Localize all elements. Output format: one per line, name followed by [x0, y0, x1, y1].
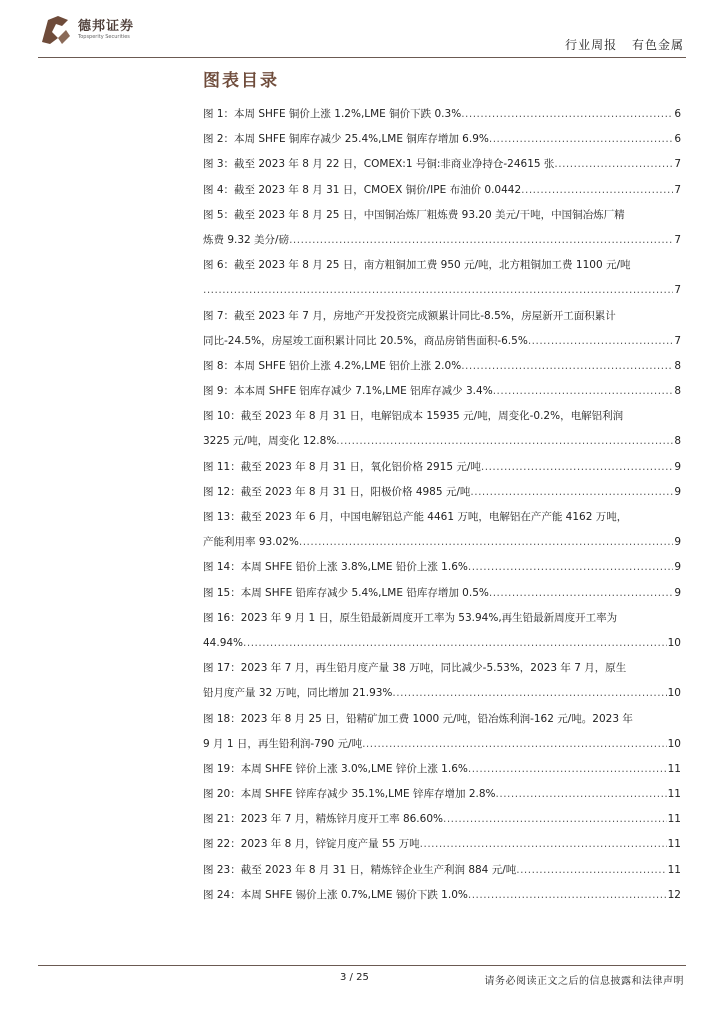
toc-entry-text: 图 5：截至 2023 年 8 月 25 日，中国铜冶炼厂粗炼费 93.20 美元/干吨，中国铜冶炼厂精: [203, 208, 625, 221]
toc-entry[interactable]: [203, 581, 681, 606]
toc-entry-text: 图 8：本周 SHFE 铝价上涨 4.2%,LME 铝价上涨 2.0%: [203, 359, 462, 372]
toc-entry[interactable]: [203, 354, 681, 379]
brand-name-en: Topsperity Securities: [78, 34, 130, 40]
toc-entry[interactable]: [203, 606, 681, 631]
report-sector: 有色金属: [631, 38, 684, 52]
toc-entry[interactable]: [203, 152, 681, 177]
toc-entry-text: 图 19：本周 SHFE 锌价上涨 3.0%,LME 锌价上涨 1.6%: [203, 762, 468, 775]
toc-leader-dots: [489, 127, 673, 152]
toc-entry-text: 图 6：截至 2023 年 8 月 25 日，南方粗铜加工费 950 元/吨，北方粗铜加工费 1100 元/吨: [203, 259, 631, 272]
toc-entry-page: 11: [667, 788, 681, 801]
toc-leader-dots: [299, 530, 673, 555]
toc-entry[interactable]: [203, 203, 681, 228]
toc-entry-text: 图 13：截至 2023 年 6 月，中国电解铝总产能 4461 万吨，电解铝在产产能 4162 万吨，: [203, 511, 628, 523]
toc-entry-page: 11: [667, 813, 681, 826]
toc-entry[interactable]: [203, 807, 681, 832]
toc-leader-dots: [468, 555, 673, 580]
toc-leader-dots: [481, 455, 673, 480]
toc-entry-page: 10: [667, 737, 681, 750]
toc-entry[interactable]: [203, 329, 681, 354]
toc-entry-page: 8: [674, 359, 681, 372]
toc-entry-page: 7: [674, 284, 681, 297]
toc-entry-page: 7: [674, 158, 681, 171]
toc-entry[interactable]: [203, 429, 681, 454]
toc-leader-dots: [336, 429, 673, 454]
toc-entry-text: 图 23：截至 2023 年 8 月 31 日，精炼锌企业生产利润 884 元/吨: [203, 863, 517, 876]
toc-leader-dots: [362, 732, 667, 757]
toc-entry-text: 图 15：本周 SHFE 铅库存减少 5.4%,LME 铅库存增加 0.5%: [203, 586, 489, 599]
report-meta: [565, 36, 684, 53]
toc-entry[interactable]: [203, 304, 681, 329]
brand-logo: [38, 12, 134, 48]
toc-leader-dots: [528, 329, 674, 354]
toc-entry[interactable]: [203, 102, 681, 127]
toc-entry[interactable]: [203, 656, 681, 681]
toc-entry-text: 图 16：2023 年 9 月 1 日，原生铅最新周度开工率为 53.94%,再生铅最新周度开工率为: [203, 611, 618, 624]
toc-leader-dots: [468, 757, 667, 782]
toc-entry-text: 图 9：本本周 SHFE 铝库存减少 7.1%,LME 铝库存减少 3.4%: [203, 385, 493, 398]
toc-entry-text: 图 18：2023 年 8 月 25 日，铅精矿加工费 1000 元/吨，铅冶炼利润-162 元/吨。2023 年: [203, 712, 633, 725]
toc-entry-text: 炼费 9.32 美分/磅: [203, 233, 290, 246]
toc-leader-dots: [521, 178, 673, 203]
toc-entry-page: 6: [674, 133, 681, 146]
toc-entry[interactable]: [203, 278, 681, 303]
toc-entry-text: 图 10：截至 2023 年 8 月 31 日，电解铝成本 15935 元/吨，周变化-0.2%，电解铝利润: [203, 410, 624, 423]
toc-entry-page: 8: [674, 385, 681, 398]
toc-entry[interactable]: [203, 530, 681, 555]
toc-entry-page: 7: [674, 183, 681, 196]
toc-leader-dots: [443, 807, 667, 832]
toc-entry-text: 图 24：本周 SHFE 锡价上涨 0.7%,LME 锡价下跌 1.0%: [203, 888, 468, 901]
toc-entry-page: 9: [674, 460, 681, 473]
toc-leader-dots: [461, 102, 673, 127]
toc-entry-page: 12: [667, 888, 681, 901]
toc-entry-page: 9: [674, 561, 681, 574]
toc-leader-dots: [493, 379, 674, 404]
toc-entry-page: 10: [667, 687, 681, 700]
toc-leader-dots: [203, 278, 673, 303]
toc-entry-text: 图 7：截至 2023 年 7 月，房地产开发投资完成额累计同比-8.5%，房屋新开工面积累计: [203, 309, 616, 322]
toc-entry-text: 图 14：本周 SHFE 铅价上涨 3.8%,LME 铅价上涨 1.6%: [203, 561, 468, 574]
toc-entry-text: 44.94%: [203, 636, 244, 649]
toc-list: [203, 102, 681, 908]
toc-entry-page: 11: [667, 762, 681, 775]
toc-entry-page: 6: [674, 108, 681, 120]
toc-entry-text: 9 月 1 日，再生铅利润-790 元/吨: [203, 737, 363, 750]
toc-entry[interactable]: [203, 127, 681, 152]
toc-leader-dots: [289, 228, 673, 253]
footer-divider: [38, 965, 686, 966]
toc-title: 图表目录: [203, 71, 279, 91]
toc-entry-page: 11: [667, 838, 681, 851]
brand-logo-icon: [38, 12, 74, 48]
toc-leader-dots: [470, 480, 673, 505]
toc-leader-dots: [392, 681, 666, 706]
footer-disclaimer: 请务必阅读正文之后的信息披露和法律声明: [484, 976, 684, 987]
toc-entry-text: 铅月度产量 32 万吨，同比增加 21.93%: [203, 687, 393, 700]
toc-entry-page: 9: [674, 485, 681, 498]
toc-entry[interactable]: [203, 631, 681, 656]
toc-leader-dots: [461, 354, 673, 379]
toc-leader-dots: [554, 152, 673, 177]
toc-leader-dots: [468, 883, 667, 908]
toc-entry[interactable]: [203, 707, 681, 732]
toc-entry-text: 图 1：本周 SHFE 铜价上涨 1.2%,LME 铜价下跌 0.3%: [203, 108, 462, 120]
toc-leader-dots: [496, 782, 667, 807]
toc-entry[interactable]: [203, 455, 681, 480]
toc-entry-page: 7: [674, 334, 681, 347]
toc-entry[interactable]: [203, 505, 681, 530]
toc-entry-text: 同比-24.5%，房屋竣工面积累计同比 20.5%，商品房销售面积-6.5%: [203, 334, 528, 347]
toc-entry-page: 8: [674, 435, 681, 448]
toc-entry[interactable]: [203, 782, 681, 807]
report-type: 行业周报: [565, 38, 618, 52]
toc-entry-page: 9: [674, 586, 681, 599]
toc-entry-text: 图 4：截至 2023 年 8 月 31 日，CMOEX 铜价/IPE 布油价 0.0442: [203, 183, 522, 196]
toc-entry-page: 7: [674, 233, 681, 246]
brand-name-cn: 德邦证券: [78, 19, 135, 34]
toc-leader-dots: [243, 631, 667, 656]
toc-entry-text: 图 3：截至 2023 年 8 月 22 日，COMEX:1 号铜:非商业净持仓-24615 张: [203, 158, 555, 171]
toc-entry-page: 9: [674, 536, 681, 549]
toc-entry[interactable]: [203, 681, 681, 706]
page-number: 3 / 25: [340, 972, 369, 983]
toc-leader-dots: [420, 832, 667, 857]
toc-entry-text: 图 12：截至 2023 年 8 月 31 日，阳极价格 4985 元/吨: [203, 485, 471, 498]
toc-entry-text: 图 11：截至 2023 年 8 月 31 日，氧化铝价格 2915 元/吨: [203, 460, 481, 473]
toc-entry-text: 图 17：2023 年 7 月，再生铅月度产量 38 万吨，同比减少-5.53%，2023 年 7 月，原生: [203, 662, 627, 675]
page-header: [0, 0, 724, 62]
toc-entry[interactable]: [203, 757, 681, 782]
toc-leader-dots: [489, 581, 673, 606]
toc-entry-text: 图 22：2023 年 8 月，锌锭月度产量 55 万吨: [203, 838, 420, 851]
toc-entry[interactable]: [203, 480, 681, 505]
toc-entry[interactable]: [203, 555, 681, 580]
toc-entry-text: 图 21：2023 年 7 月，精炼锌月度开工率 86.60%: [203, 813, 443, 826]
toc-entry[interactable]: [203, 858, 681, 883]
header-divider: [38, 57, 686, 58]
toc-entry[interactable]: [203, 732, 681, 757]
toc-entry-page: 11: [667, 863, 681, 876]
toc-entry-page: 10: [667, 636, 681, 649]
toc-entry[interactable]: [203, 883, 681, 908]
toc-entry[interactable]: [203, 379, 681, 404]
toc-entry[interactable]: [203, 228, 681, 253]
toc-entry[interactable]: [203, 178, 681, 203]
toc-entry[interactable]: [203, 253, 681, 278]
toc-entry-text: 产能利用率 93.02%: [203, 536, 299, 549]
toc-entry-text: 3225 元/吨，周变化 12.8%: [203, 435, 337, 448]
toc-entry-text: 图 2：本周 SHFE 铜库存减少 25.4%,LME 铜库存增加 6.9%: [203, 133, 489, 146]
toc-entry[interactable]: [203, 832, 681, 857]
toc-entry[interactable]: [203, 404, 681, 429]
toc-entry-text: 图 20：本周 SHFE 锌库存减少 35.1%,LME 锌库存增加 2.8%: [203, 788, 496, 801]
toc-leader-dots: [516, 858, 666, 883]
